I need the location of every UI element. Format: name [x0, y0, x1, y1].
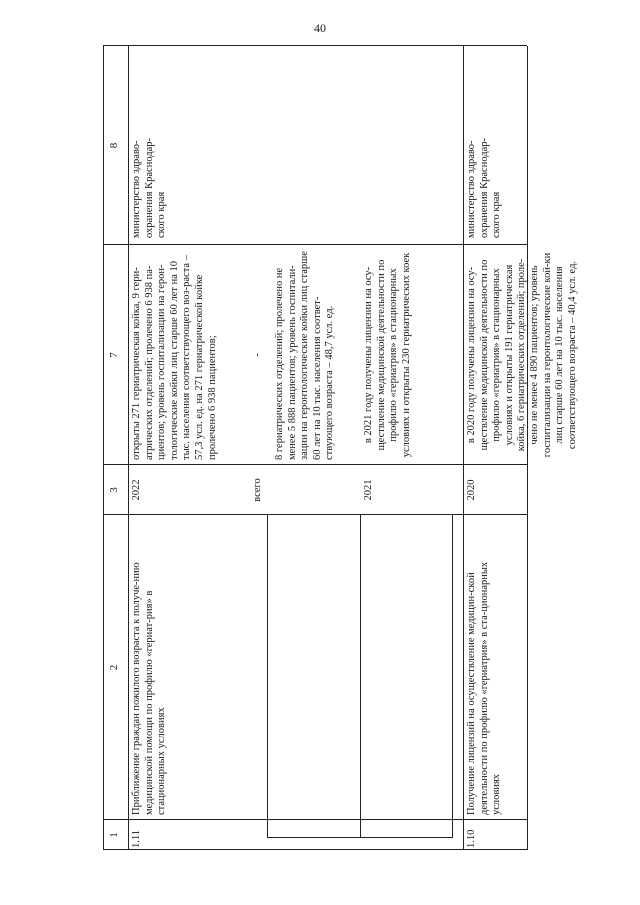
table-rule — [128, 46, 129, 850]
row-1-10-event: Получение лицензий на осуществление медицин-ской деятельности по профилю «гериатрия» в ста-ционарных условиях — [466, 561, 503, 815]
header-col-7: 7 — [108, 352, 120, 358]
table-rule — [103, 464, 527, 465]
row-1-11-event: Приближение граждан пожилого возраста к получе-нию медицинской помощи по профилю «гериат-рия» в стационарных условиях — [131, 562, 168, 815]
table-rule — [452, 515, 453, 838]
page-number: 40 — [314, 21, 326, 35]
row-number-1-10: 1.10 — [466, 829, 477, 848]
row-1-11-year-2022: 2022 — [131, 479, 142, 501]
table-rule — [267, 837, 452, 838]
row-1-11-responsible: министерство здраво-охранения Краснодар-ского края — [131, 137, 168, 238]
table-rule — [267, 515, 268, 838]
header-col-3: 3 — [108, 487, 120, 493]
row-1-10-responsible: министерство здраво-охранения Краснодар-ского края — [466, 137, 503, 238]
table-rule — [103, 244, 527, 245]
table-rule — [103, 819, 527, 820]
row-1-10-result-2020: в 2020 году получены лицензии на осу-ществление медицинской деятельности по профилю «гериатрия» в стационарных условиях и открыты 191 гериатрическая койка, 6 гериатрических отделений; проле-чено не менее 4 890 пациентов; уровень госпитализации на геронтологические кой-ки лиц старше 60 лет на 10 тыс. населения соответствующего возраста – 40,4 усл. ед. — [466, 252, 578, 458]
header-col-2: 2 — [108, 664, 120, 671]
rotated-table-area — [103, 46, 578, 850]
row-1-10-total-label: всего — [252, 478, 263, 502]
row-1-10-result-2021-cont: 8 гериатрических отделений; пролечено не менее 5 888 пациентов; уровень госпитали-зации на геронтологические койки лиц старше 60 лет на 10 тыс. населения соответ-ствующего возраста – 48,7 усл. ед. — [274, 251, 336, 460]
row-1-10-result-2021: в 2021 году получены лицензии на осу-ществление медицинской деятельности по профилю «гериатрия» в стационарных условиях и открыты 230 гериатрических коек — [363, 252, 412, 458]
row-number-1-11: 1.11 — [131, 830, 142, 848]
data-table — [103, 46, 578, 850]
table-rule — [103, 46, 104, 850]
table-rule — [103, 45, 527, 46]
header-col-1: 1 — [108, 832, 120, 838]
row-1-10-total-value: - — [252, 353, 263, 357]
table-rule — [103, 849, 527, 850]
table-rule — [463, 46, 464, 850]
row-1-11-result-2022: открыты 271 гериатрическая койка, 9 гери-атрических отделений; пролечено 6 938 па-циентов; уровень госпитализации на герон-тологические койки лиц старше 60 лет на 10 тыс. населения соответствующего воз-раста – 57,3 усл. ед. на 271 гериатрической койке пролечено 6 938 пациентов; — [131, 255, 218, 460]
row-1-10-year-2021: 2021 — [363, 479, 374, 501]
row-1-10-year-2020: 2020 — [466, 479, 477, 501]
table-rule — [103, 514, 527, 515]
table-rule — [360, 515, 361, 838]
header-col-8: 8 — [108, 142, 120, 149]
